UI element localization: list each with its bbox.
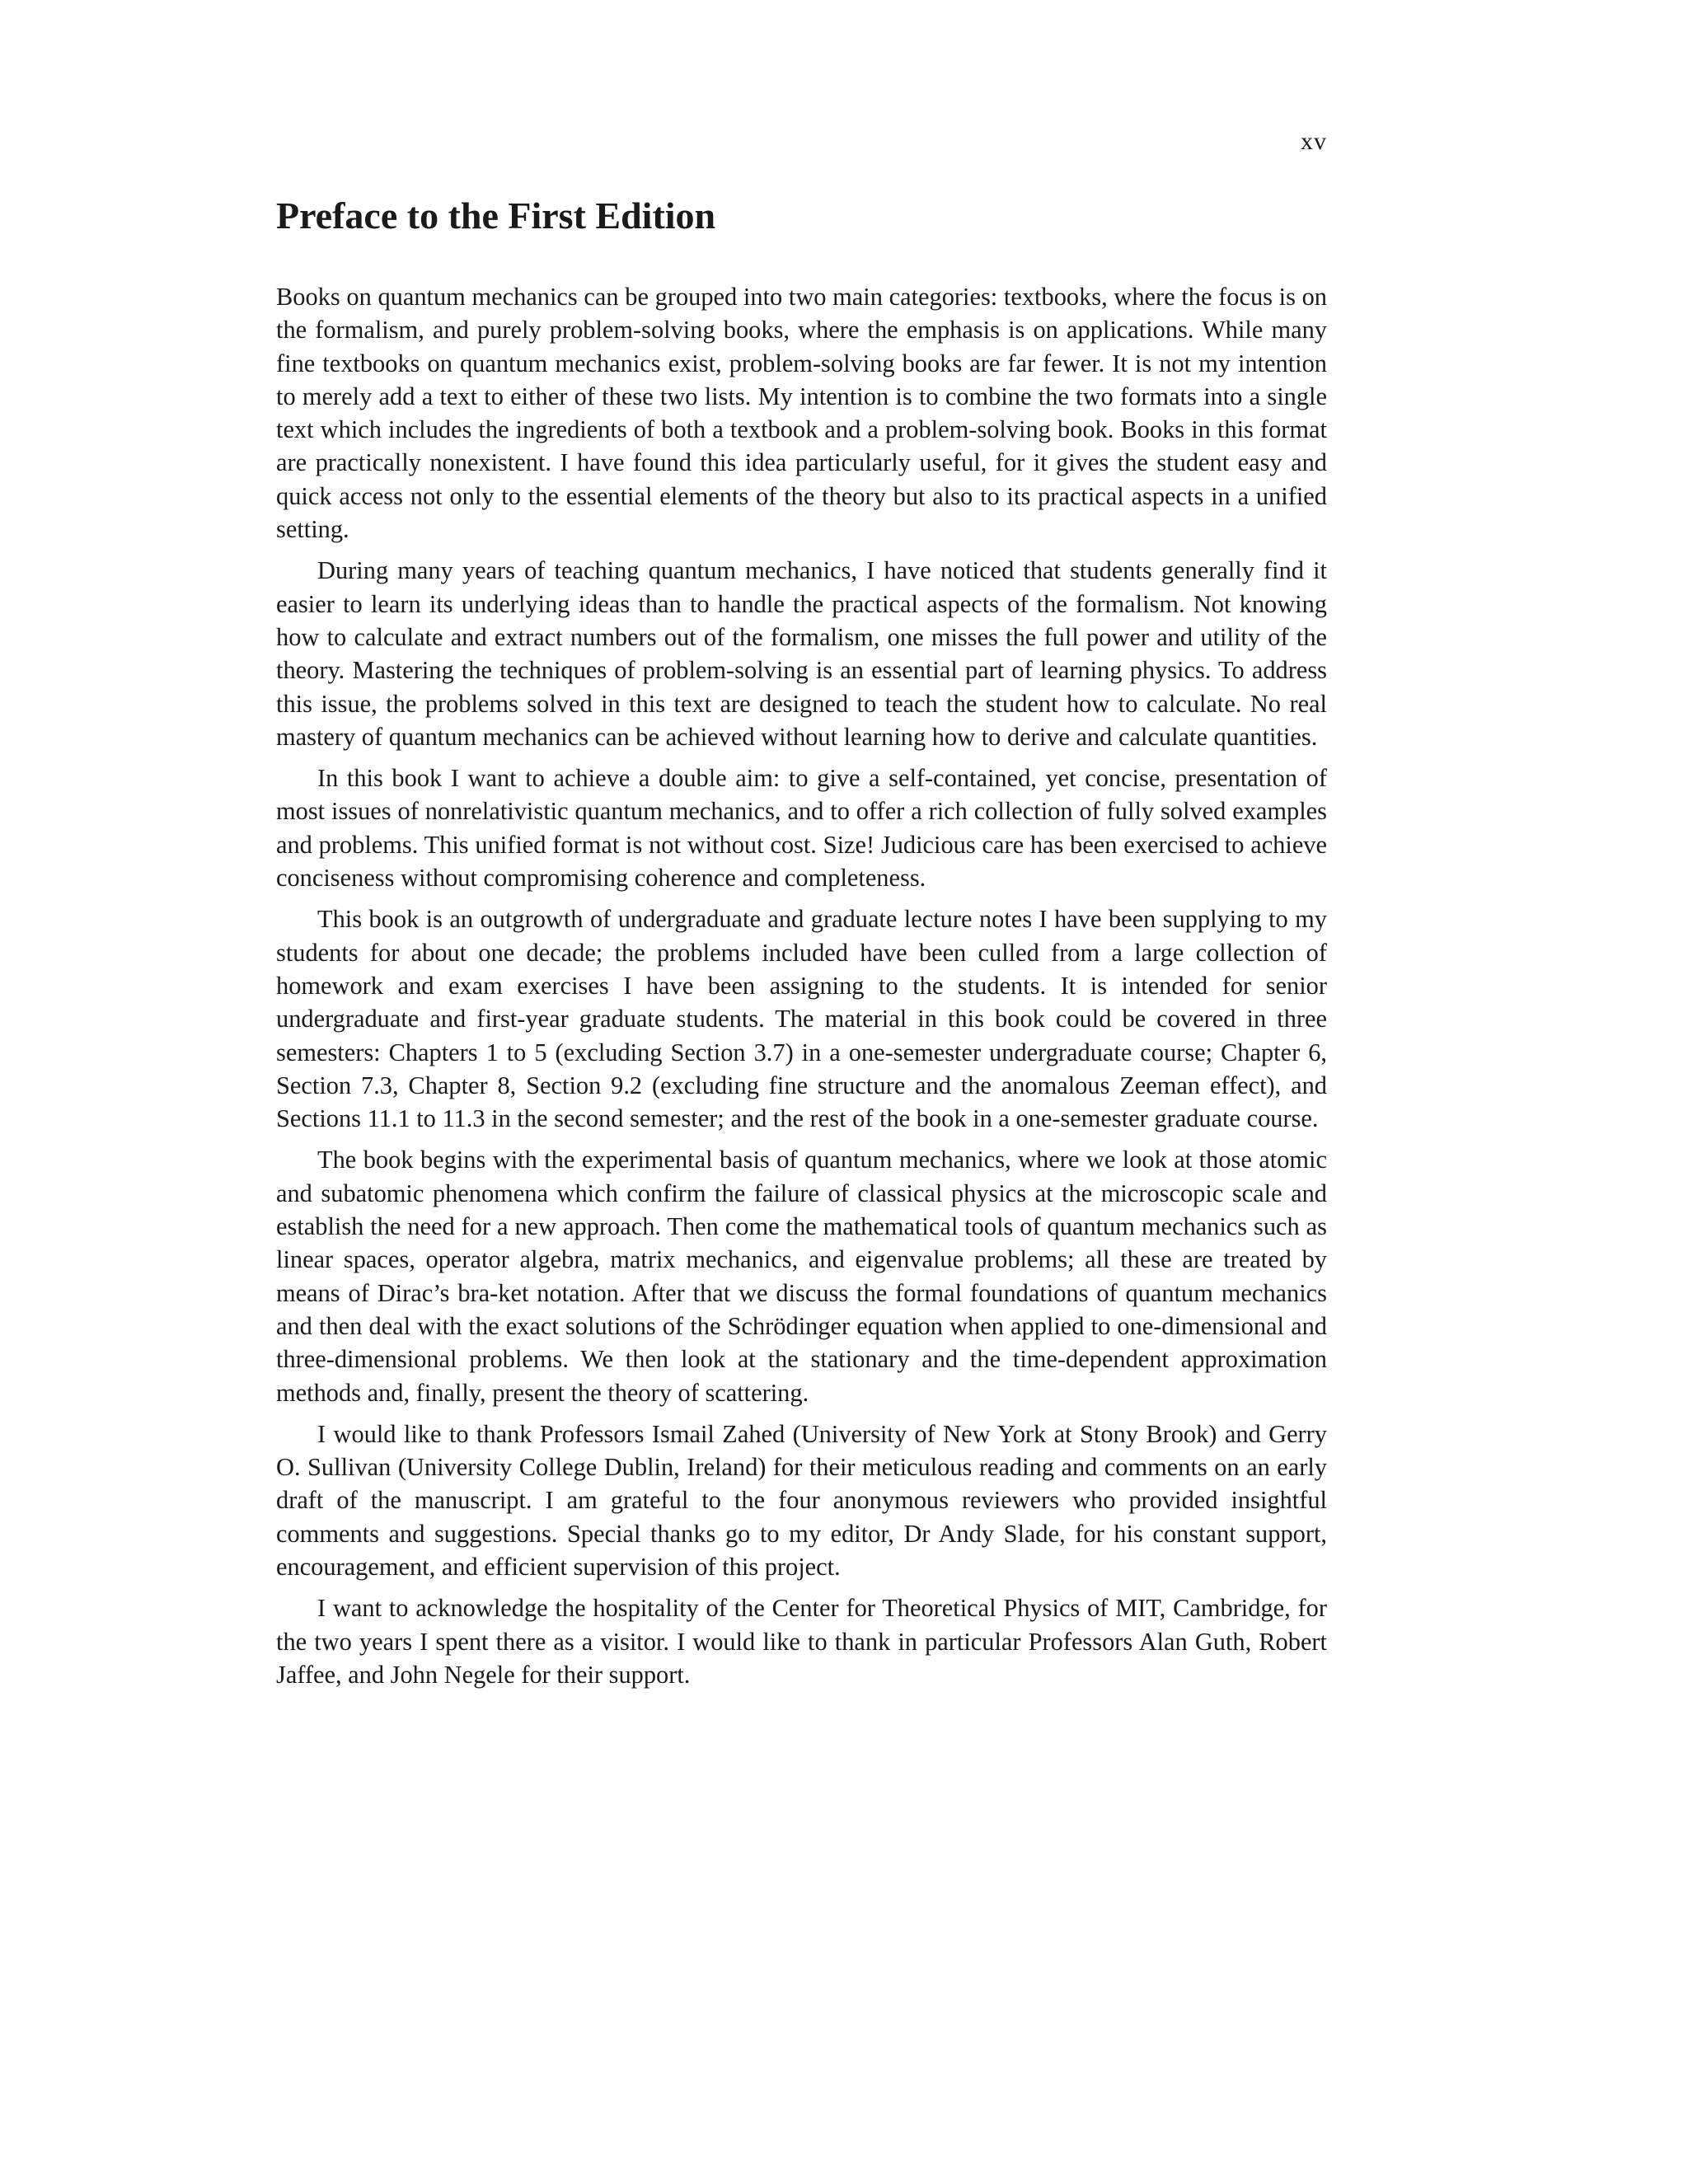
paragraph-5: The book begins with the experimental basis of quantum mechanics, where we look at those atomic and subatomic phenomena which confirm the failure of classical physics at the microscopic scale and establish the need for a new approach. Then come the mathematical tools of quantum mechanics such as linear spaces, operator algebra, matrix mechanics, and eigenvalue problems; all these are treated by means of Dirac’s bra-ket notation. After that we discuss the formal foundations of quantum mechanics and then deal with the exact solutions of the Schrödinger equation when applied to one-dimensional and three-dimensional problems. We then look at the stationary and the time-dependent approximation methods and, finally, present the theory of scattering. (276, 1146, 1327, 1407)
page-title: Preface to the First Edition (276, 194, 716, 237)
paragraph-4: This book is an outgrowth of undergraduate and graduate lecture notes I have been supplying to my students for about one decade; the problems included have been culled from a large collection of homework and exam exercises I have been assigning to the students. It is intended for senior undergraduate and first-year graduate students. The material in this book could be covered in three semesters: Chapters 1 to 5 (excluding Section 3.7) in a one-semester undergraduate course; Chapter 6, Section 7.3, Chapter 8, Section 9.2 (excluding fine structure and the anomalous Zeeman effect), and Sections 11.1 to 11.3 in the second semester; and the rest of the book in a one-semester graduate course. (276, 905, 1327, 1133)
preface-body (276, 280, 1327, 1699)
page-number: xv (1301, 128, 1327, 155)
paragraph-1: Books on quantum mechanics can be grouped into two main categories: textbooks, where the focus is on the formalism, and purely problem-solving books, where the emphasis is on applications. While many fine textbooks on quantum mechanics exist, problem-solving books are far fewer. It is not my intention to merely add a text to either of these two lists. My intention is to combine the two formats into a single text which includes the ingredients of both a textbook and a problem-solving book. Books in this format are practically nonexistent. I have found this idea particularly useful, for it gives the student easy and quick access not only to the essential elements of the theory but also to its practical aspects in a unified setting. (276, 283, 1327, 544)
paragraph-2: During many years of teaching quantum mechanics, I have noticed that students generally find it easier to learn its underlying ideas than to handle the practical aspects of the formalism. Not knowing how to calculate and extract numbers out of the formalism, one misses the full power and utility of the theory. Mastering the techniques of problem-solving is an essential part of learning physics. To address this issue, the problems solved in this text are designed to teach the student how to calculate. No real mastery of quantum mechanics can be achieved without learning how to derive and calculate quantities. (276, 556, 1327, 751)
paragraph-7: I want to acknowledge the hospitality of the Center for Theoretical Physics of MIT, Cambridge, for the two years I spent there as a visitor. I would like to thank in particular Professors Alan Guth, Robert Jaffee, and John Negele for their support. (276, 1594, 1327, 1689)
paragraph-6: I would like to thank Professors Ismail Zahed (University of New York at Stony Brook) and Gerry O. Sullivan (University College Dublin, Ireland) for their meticulous reading and comments on an early draft of the manuscript. I am grateful to the four anonymous reviewers who provided insightful comments and suggestions. Special thanks go to my editor, Dr Andy Slade, for his constant support, encouragement, and efficient supervision of this project. (276, 1419, 1327, 1581)
paragraph-3: In this book I want to achieve a double aim: to give a self-contained, yet concise, presentation of most issues of nonrelativistic quantum mechanics, and to offer a rich collection of fully solved examples and problems. This unified format is not without cost. Size! Judicious care has been exercised to achieve conciseness without compromising coherence and completeness. (276, 764, 1327, 893)
